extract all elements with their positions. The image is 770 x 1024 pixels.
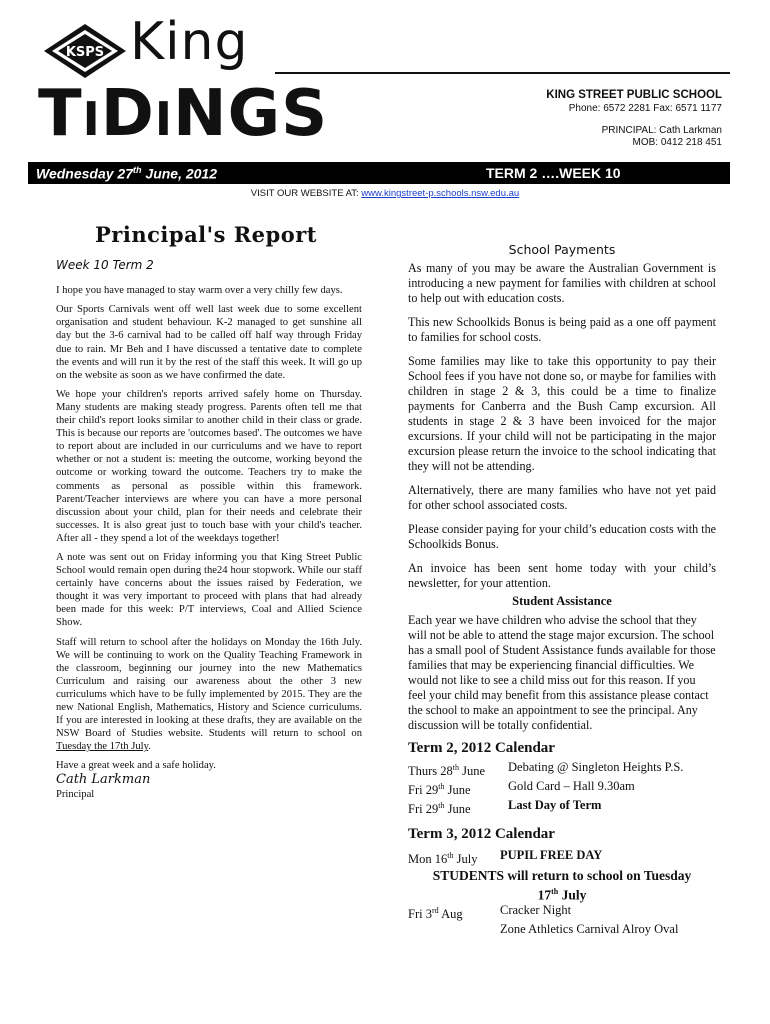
payments-paragraph: Please consider paying for your child’s education costs with the Schoolkids Bonus. [408,522,716,551]
signature: Cath Larkman [56,772,151,788]
calendar-row: Thurs 28th June Debating @ Singleton Heights P.S. [408,760,684,779]
payments-paragraph: An invoice has been sent home today with your child’s newsletter, for your attention. [408,561,716,590]
principal-name: PRINCIPAL: Cath Larkman [601,125,722,136]
masthead-rule [275,72,730,74]
report-paragraph: Staff will return to school after the holidays on Monday the 16th July. We will be continuing to work on the Quality Teaching Framework in the classroom, beginning our journey into the new Mathematics Curriculum and raising our awareness about the other 3 new curriculums which have to be fully implemented by 2015. They are the new National English, Mathematics, History and Science curriculums. If you are interested in looking at these drafts, they are available on the NSW Board of Studies website. Students will return to school on Tuesday the 17th July. [56,636,362,753]
school-contact: Phone: 6572 2281 Fax: 6571 1177 [568,103,722,114]
report-paragraph: Our Sports Carnivals went off well last week due to some excellent organisation and student behaviour. K-2 managed to get sunshine all day but the 3-6 carnival had to be called off half way through Friday due to rain. Mr Beh and I have discussed a tentative date to complete the events and will run it by the rest of the staff this week. It will go up on the website as soon as we have confirmed the date. [56,304,362,381]
week-label: Week 10 Term 2 [56,258,154,273]
principal-report-title: Principal's Report [95,222,317,247]
logo-text: KSPS [65,45,105,60]
website-link[interactable]: www.kingstreet-p.schools.nsw.edu.au [361,188,520,199]
term-week: TERM 2 ….WEEK 10 [486,165,621,181]
calendar-row: Fri 29th June Last Day of Term [408,798,602,817]
report-paragraph: A note was sent out on Friday informing you that King Street Public School would remain open during the24 hour stopwork. While our staff certainly have concerns about the issues raised by Federation, we thought it was very important to proceed with plans that had already been made for this week: P/T interviews, Coal and Allied Science Show. [56,551,362,629]
issue-date: Wednesday 27th June, 2012 [36,164,218,182]
student-assistance-text: Each year we have children who advise the school that they will not be able to attend the stage major excursion. The school has a small pool of Student Assistance funds available for those families that may be experiencing financial difficulties. We would not like to see a child miss out for this reason. If you feel your child may benefit from this assistance please contact the school to make an appointment to see the principal. Any discussion will be totally confidential. [408,613,716,732]
signature-role: Principal [56,789,95,801]
calendar-row: Fri 3rd Aug Cracker Night [408,903,572,922]
right-column [408,242,716,937]
masthead-tidings: TIDINGS [38,77,329,151]
students-return-line: STUDENTS will return to school on Tuesday [432,867,692,883]
students-return-date: 17th July [537,886,587,903]
school-payments-title: School Payments [508,242,616,257]
report-paragraph: I hope you have managed to stay warm over a very chilly few days. [56,285,343,297]
school-logo [40,20,130,82]
payments-paragraph: Some families may like to take this opportunity to pay their School fees if you have not done so, or maybe for families with children in stage 2 & 3, this could be a time to finalize payments for Canberra and the Bush Camp excursion. All students in stage 2 & 3 have been invoiced for the major excursions. If your child will not be participating in the major excursion please return the invoice to the school indicating that they will not be attending. [408,354,716,473]
closing-line: Have a great week and a safe holiday. [56,760,216,772]
report-paragraph: We hope your children's reports arrived safely home on Thursday. Many students are making steady progress. Parents often tell me that their child's report looks similar to another child in their class or grade. This is because our reports are 'outcomes based'. The outcomes we have to report about are included in our curriculums and we have to report whether or not a student is: meeting the outcome, working beyond the outcome or working toward the outcome. Teachers try to make the comments as personal as possible within this framework. Parent/Teacher interviews are where you can have a more personal discussion about your child, plan for their needs and celebrate their successes. It is also great just to touch base with your child's teacher. After all - they spend a lot of the weekdays together! [56,388,362,544]
school-name: KING STREET PUBLIC SCHOOL [546,89,722,101]
payments-paragraph: This new Schoolkids Bonus is being paid as a one off payment to families for school costs. [408,315,716,344]
payments-paragraph: As many of you may be aware the Australian Government is introducing a new payment for families with children at school to help out with education costs. [408,261,716,305]
principal-mobile: MOB: 0412 218 451 [632,137,722,148]
term3-calendar-title: Term 3, 2012 Calendar [408,826,555,843]
date-bar [28,162,730,184]
payments-paragraph: Alternatively, there are many families who have not yet paid for other school associated costs. [408,483,716,512]
school-info [546,88,722,149]
calendar-row: Mon 16th July PUPIL FREE DAY [408,848,603,867]
principal-report [56,222,362,802]
calendar-row: Fri 29th June Gold Card – Hall 9.30am [408,779,635,798]
website-line: VISIT OUR WEBSITE AT: www.kingstreet-p.schools.nsw.edu.au [250,188,520,199]
return-date: Tuesday the 17th July [56,741,149,753]
calendar-row: Zone Athletics Carnival Alroy Oval [500,922,679,937]
student-assistance-title: Student Assistance [512,594,612,608]
masthead-king: King [130,12,249,72]
term2-calendar-title: Term 2, 2012 Calendar [408,740,555,756]
